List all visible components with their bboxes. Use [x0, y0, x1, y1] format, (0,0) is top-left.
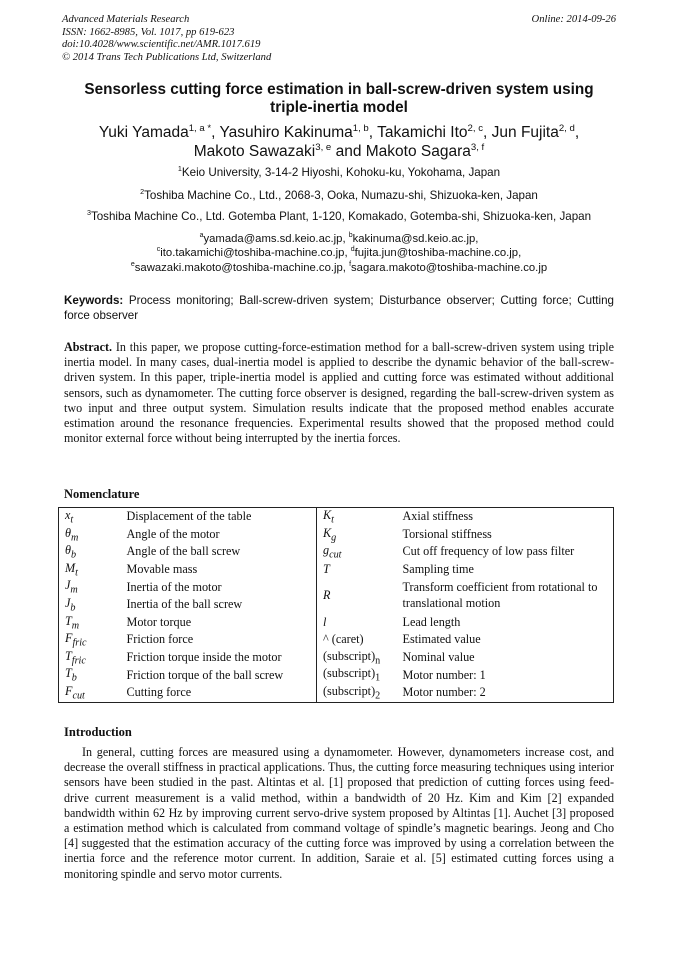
author-name: Jun Fujita: [491, 124, 559, 141]
online-date: Online: 2014-09-26: [531, 14, 616, 25]
journal-issn: ISSN: 1662-8985, Vol. 1017, pp 619-623: [62, 26, 235, 38]
author-affil-mark: 3, f: [470, 141, 485, 153]
email-mark: e: [130, 261, 135, 269]
author-list: [62, 124, 616, 161]
definition: Motor number: 2: [402, 685, 486, 700]
email-mark: d: [350, 246, 355, 254]
author-separator: ,: [483, 124, 492, 141]
definition: Transform coefficient from rotational to translational motion: [402, 580, 598, 610]
journal-copyright: © 2014 Trans Tech Publications Ltd, Switzerland: [62, 51, 272, 63]
email-address[interactable]: sagara.makoto@toshiba-machine.co.jp: [351, 261, 548, 274]
introduction-heading: Introduction: [64, 725, 132, 739]
symbol: $J_m$: [65, 578, 78, 596]
symbol: ^ (caret): [317, 631, 397, 649]
symbol: $F_{fric}$: [65, 631, 87, 649]
email-mark: f: [349, 261, 352, 269]
table-row: [59, 508, 614, 526]
symbol: $T_m$: [65, 613, 80, 632]
nomenclature-table: [58, 507, 614, 703]
definition: Inertia of the ball screw: [126, 597, 243, 612]
affiliation: [40, 189, 638, 202]
author-name: Takamichi Ito: [377, 124, 468, 141]
introduction-text: In general, cutting forces are measured using a dynamometer. However, dynamometers increase cost, and decrease the overall stiffness in practical applications. Thus, the cutting force measuring techniques using interior sensors have been studied in the past. Altintas et al. [1] proposed that prediction of cutting forces using feed-drive current measurement is a valid method, within a bandwidth of 20 Hz. Kim and Kim [2] expanded bandwidth within 62 Hz by improving current servo-drive system proposed by Altintas [1]. Auchet [3] proposed a estimation method which is calculated from command voltage of spindle’s magnetic bearings. Jeong and Cho [4] suggested that the estimation accuracy of the cutting force was improved by using a correlation between the inertia force and the reference motor current. In addition, Saraie et al. [5] estimated cutting forces using a monitoring spindle and servo motor currents.: [64, 745, 614, 881]
symbol: T: [317, 561, 397, 579]
author-separator: ,: [574, 124, 580, 141]
symbol: $(subscript)_1$: [317, 666, 397, 684]
table-row: [59, 684, 614, 702]
table-row: [59, 578, 614, 596]
author-separator: ,: [368, 124, 378, 141]
table-row: [59, 561, 614, 579]
email-address[interactable]: sawazaki.makoto@toshiba-machine.co.jp: [134, 261, 343, 274]
email-list: [40, 232, 638, 275]
definition: Cutting force: [126, 685, 192, 700]
symbol: $M_t$: [65, 560, 78, 579]
definition: Friction torque of the ball screw: [126, 667, 284, 682]
affiliation-mark: 3: [86, 208, 91, 218]
definition: Motor number: 1: [402, 667, 486, 682]
affiliation-mark: 1: [177, 164, 182, 174]
keywords: [64, 294, 614, 323]
keywords-text: Process monitoring; Ball-screw-driven system; Disturbance observer; Cutting force; Cutting force observer: [64, 294, 614, 322]
symbol: R: [317, 578, 397, 613]
affiliation: [40, 166, 638, 179]
definition: Angle of the motor: [126, 526, 220, 541]
symbol: $K_g$: [317, 526, 397, 544]
nomenclature-heading: Nomenclature: [64, 487, 140, 501]
table-row: [59, 614, 614, 632]
symbol: $F_{cut}$: [65, 684, 85, 702]
definition: Displacement of the table: [126, 509, 252, 524]
author-separator: ,: [211, 124, 220, 141]
author-affil-mark: 1, b: [352, 122, 369, 134]
definition: Cut off frequency of low pass filter: [402, 544, 575, 559]
definition: Lead length: [402, 614, 461, 629]
email-separator: ,: [342, 233, 349, 245]
symbol: $(subscript)_2$: [317, 684, 397, 702]
definition: Axial stiffness: [402, 509, 474, 524]
affiliation-mark: 2: [140, 187, 145, 197]
symbol: $\theta_b$: [65, 543, 77, 561]
table-row: [59, 526, 614, 544]
definition: Friction torque inside the motor: [126, 650, 282, 665]
email-separator: ,: [475, 233, 479, 245]
symbol: $T_{fric}$: [65, 648, 86, 667]
journal-header: [62, 14, 271, 64]
definition: Torsional stiffness: [402, 526, 492, 541]
affiliation-text: Toshiba Machine Co., Ltd. Gotemba Plant, 1-120, Komakado, Gotemba-shi, Shizuoka-ken, Japan: [90, 210, 592, 223]
email-separator: ,: [518, 247, 522, 260]
symbol: l: [317, 614, 397, 632]
author-name: Yasuhiro Kakinuma: [219, 124, 353, 141]
definition: Sampling time: [402, 562, 474, 577]
table-row: [59, 631, 614, 649]
email-mark: a: [199, 232, 204, 240]
symbol: $g_{cut}$: [317, 543, 397, 561]
symbol: $\theta_m$: [65, 525, 79, 544]
email-mark: c: [156, 246, 161, 254]
author-affil-mark: 2, c: [467, 122, 484, 134]
affiliation: [40, 210, 638, 223]
table-row: [59, 649, 614, 667]
table-row: [59, 666, 614, 684]
author-affil-mark: 1, a *: [188, 122, 212, 134]
affiliation-text: Keio University, 3-14-2 Hiyoshi, Kohoku-ku, Yokohama, Japan: [181, 166, 501, 179]
keywords-label: Keywords:: [64, 294, 124, 307]
email-address[interactable]: ito.takamichi@toshiba-machine.co.jp: [160, 247, 345, 260]
email-address[interactable]: yamada@ams.sd.keio.ac.jp: [203, 233, 343, 245]
definition: Inertia of the motor: [126, 579, 222, 594]
abstract: [64, 340, 614, 446]
symbol: $J_b$: [65, 596, 76, 614]
email-separator: ,: [344, 247, 351, 260]
definition: Motor torque: [126, 614, 192, 629]
affiliation-text: Toshiba Machine Co., Ltd., 2068-3, Ooka, Numazu-shi, Shizuoka-ken, Japan: [144, 189, 538, 202]
author-name: Makoto Sagara: [365, 142, 471, 160]
symbol: $x_t$: [65, 508, 74, 526]
symbol: $K_t$: [317, 508, 397, 526]
definition: Nominal value: [402, 650, 475, 665]
author-name: Yuki Yamada: [98, 124, 189, 141]
paper-title: Sensorless cutting force estimation in ball-screw-driven system using triple-inertia model: [84, 81, 594, 116]
author-affil-mark: 2, d: [558, 122, 575, 134]
journal-name: Advanced Materials Research: [62, 14, 190, 25]
table-row: [59, 543, 614, 561]
email-separator: ,: [342, 261, 350, 274]
author-name: Makoto Sawazaki: [193, 142, 316, 160]
definition: Movable mass: [126, 562, 198, 577]
abstract-label: Abstract.: [64, 340, 113, 354]
journal-doi: doi:10.4028/www.scientific.net/AMR.1017.619: [62, 39, 261, 51]
definition: Angle of the ball screw: [126, 544, 241, 559]
email-address[interactable]: kakinuma@sd.keio.ac.jp: [352, 233, 476, 245]
definition: Friction force: [126, 632, 194, 647]
abstract-text: In this paper, we propose cutting-force-estimation method for a ball-screw-driven system using triple inertia model. In many cases, dual-inertia model is applied to describe the dynamic behavior of the ball-screw-driven system. In this paper, triple-inertia model is applied and cutting force was estimated without additional sensors, such as dynamometer. The cutting force observer is designed, regarding the ball-screw-driven system as two input and three output system. Simulation results indicate that the proposed method enables accurate estimation around the resonance frequencies. Experimental results showed that the proposed method could monitor external force without being interrupted by the inertia forces.: [64, 340, 614, 446]
symbol: $(subscript)_n$: [317, 649, 397, 667]
author-affil-mark: 3, e: [315, 141, 332, 153]
symbol: $T_b$: [65, 666, 77, 684]
definition: Estimated value: [402, 632, 481, 647]
email-mark: b: [348, 232, 353, 240]
author-separator: and: [331, 142, 366, 160]
email-address[interactable]: fujita.jun@toshiba-machine.co.jp: [354, 247, 519, 260]
